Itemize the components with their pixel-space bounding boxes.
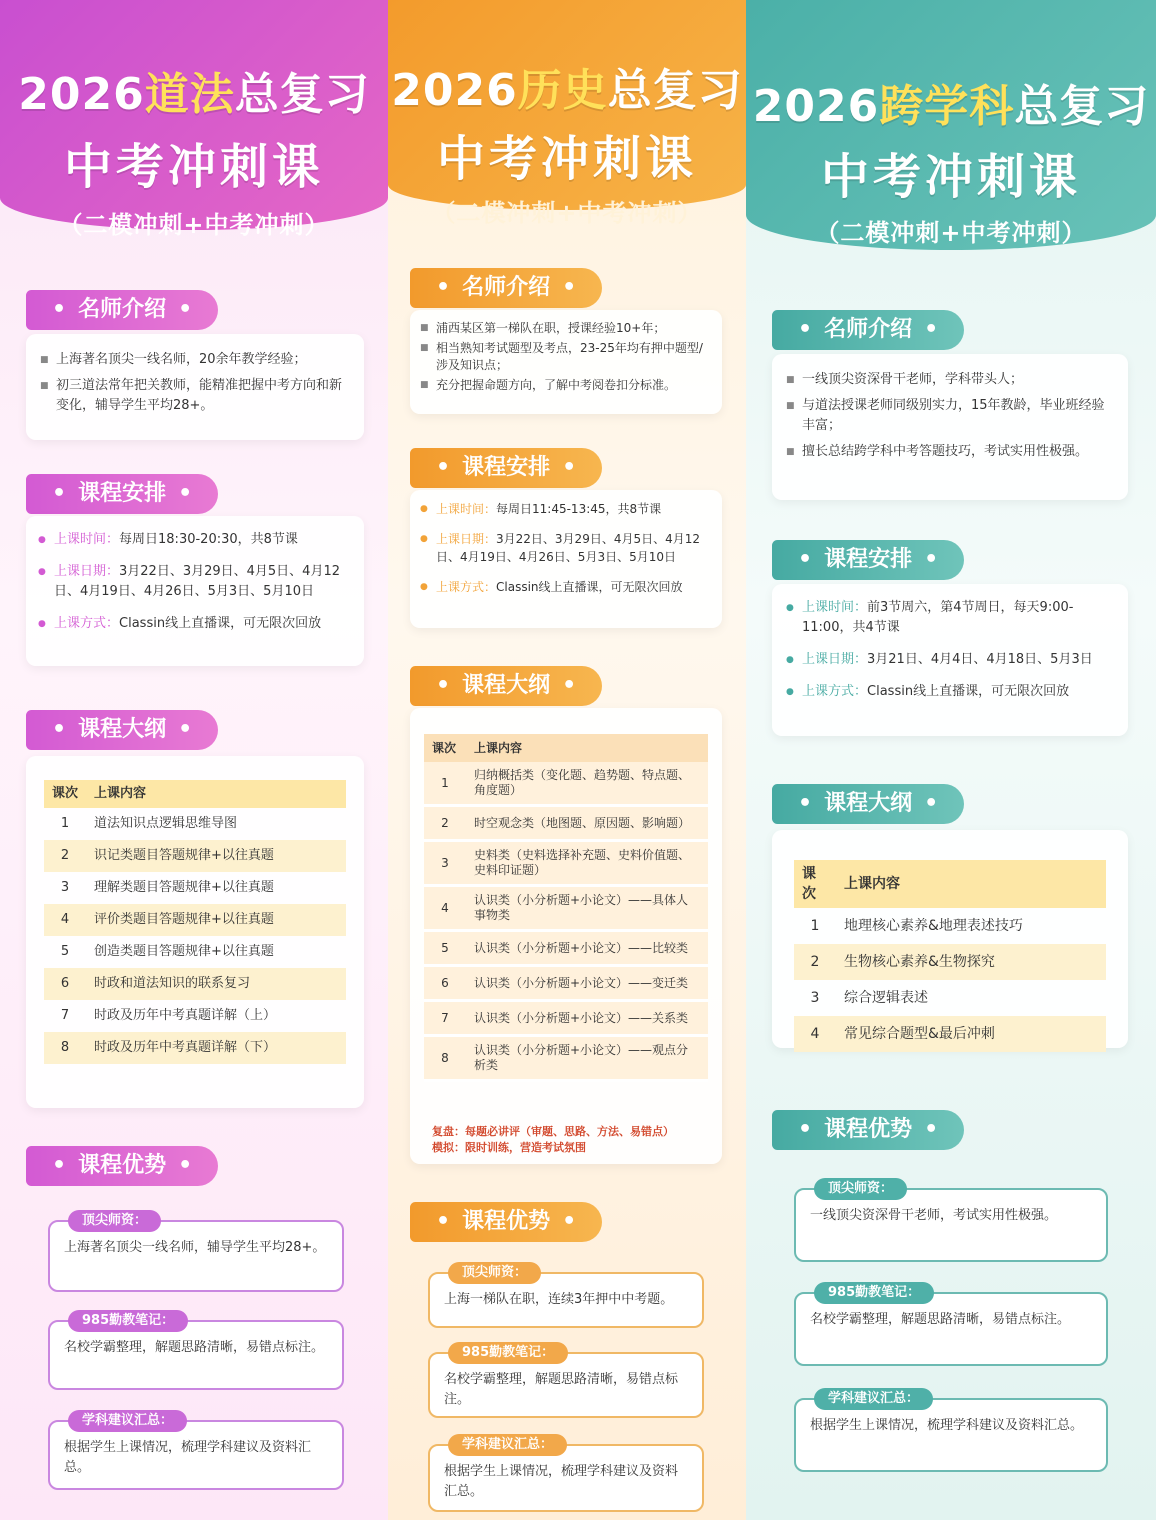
table-row: 4 评价类题目答题规律+以往真题 — [44, 904, 346, 936]
advantage-card: 985勤教笔记： 名校学霸整理，解题思路清晰，易错点标注。 — [48, 1320, 344, 1390]
poster-tagline: （二模冲刺+中考冲刺） — [431, 199, 703, 227]
table-row: 3 史料类（史料选择补充题、史料价值题、史料印证题） — [424, 841, 708, 886]
schedule-time: ● 上课时间：每周日18:30-20:30，共8节课 — [38, 530, 352, 550]
section-tag-advantage: • 课程优势 • — [26, 1146, 218, 1186]
advantage-tag: 学科建议汇总： — [814, 1388, 933, 1410]
advantage-tag: 学科建议汇总： — [68, 1410, 187, 1432]
poster-subtitle: 中考冲刺课 — [436, 131, 697, 187]
section-tag-teacher: • 名师介绍 • — [410, 268, 602, 308]
advantage-card: 学科建议汇总： 根据学生上课情况，梳理学科建议及资料汇总。 — [428, 1444, 704, 1512]
outline-card — [26, 756, 364, 1108]
advantage-tag: 顶尖师资： — [448, 1262, 541, 1284]
section-tag-teacher: • 名师介绍 • — [772, 310, 964, 350]
schedule-time: ● 上课时间：每周日11:45-13:45，共8节课 — [420, 500, 712, 518]
outline-card — [410, 708, 722, 1164]
table-row: 8 认识类（小分析题+小论文）——观点分析类 — [424, 1036, 708, 1081]
schedule-dates: ● 上课日期：3月21日、4月4日、4月18日、5月3日 — [786, 650, 1114, 670]
table-row: 7 时政及历年中考真题详解（上） — [60, 1008, 277, 1023]
teacher-item: ■ 擅长总结跨学科中考答题技巧，考试实用性极强。 — [786, 442, 1114, 462]
teacher-card — [772, 354, 1128, 500]
schedule-card — [26, 516, 364, 666]
table-row: 4 常见综合题型&最后冲刺 — [794, 1016, 1106, 1052]
table-row: 2 生物核心素养&生物探究 — [794, 944, 1106, 980]
poster-tagline: （二模冲刺+中考冲刺） — [815, 219, 1087, 247]
poster-daofa — [0, 0, 388, 1520]
poster-title: 2026历史总复习 — [391, 65, 743, 116]
poster-title: 2026道法总复习 — [18, 69, 370, 120]
schedule-mode: ● 上课方式：Classin线上直播课，可无限次回放 — [38, 614, 352, 634]
table-row: 8 时政及历年中考真题详解（下） — [44, 1032, 346, 1064]
table-row: 5 创造类题目答题规律+以往真题 — [60, 944, 274, 959]
outline-card — [772, 830, 1128, 1048]
schedule-card — [410, 490, 722, 628]
poster-history — [388, 0, 746, 1520]
teacher-item: ■ 相当熟知考试题型及考点，23-25年均有押中题型/涉及知识点； — [420, 340, 712, 374]
teacher-card — [410, 310, 722, 414]
section-tag-teacher: • 名师介绍 • — [26, 290, 218, 330]
outline-table: 课次 上课内容 1 地理核心素养&地理表述技巧 2 生物核心素养&生物探究 3 综合逻辑表述 4 常见综合题型&最后冲刺 — [794, 860, 1106, 1052]
table-row: 7 认识类（小分析题+小论文）——关系类 — [424, 1001, 708, 1036]
advantage-card: 学科建议汇总： 根据学生上课情况，梳理学科建议及资料汇总。 — [48, 1420, 344, 1490]
schedule-dates: ● 上课日期：3月22日、3月29日、4月5日、4月12日、4月19日、4月26日、5月3日、5月10日 — [38, 562, 352, 602]
poster-title: 2026跨学科总复习 — [752, 81, 1150, 132]
section-tag-outline: • 课程大纲 • — [410, 666, 602, 706]
teacher-item: ■ 初三道法常年把关教师，能精准把握中考方向和新变化，辅导学生平均28+。 — [40, 376, 350, 416]
advantage-tag: 985勤教笔记： — [814, 1282, 934, 1304]
table-row: 2 识记类题目答题规律+以往真题 — [44, 840, 346, 872]
poster-tagline: （二模冲刺+中考冲刺） — [58, 211, 330, 239]
section-tag-schedule: • 课程安排 • — [410, 448, 602, 488]
schedule-dates: ● 上课日期：3月22日、3月29日、4月5日、4月12日、4月19日、4月26日、5月3日、5月10日 — [420, 530, 712, 566]
outline-table: 课次 上课内容 1 道法知识点逻辑思维导图 2 识记类题目答题规律+以往真题 3 理解类题目答题规律+以往真题 4 评价类题目答题规律+以往真题 5 创造类题目答题规律+以往真题 6 时政和道法知识的联系复习 7 时政及历年中考真题详解（上） 8 时政及历年中考真题详解（下） — [44, 780, 346, 1064]
table-row: 1 地理核心素养&地理表述技巧 — [810, 918, 1023, 934]
teacher-item: ■ 上海著名顶尖一线名师，20余年教学经验； — [40, 350, 350, 370]
table-row: 1 归纳概括类（变化题、趋势题、特点题、角度题） — [424, 762, 708, 806]
teacher-item: ■ 与道法授课老师同级别实力，15年教龄，毕业班经验丰富； — [786, 396, 1114, 436]
section-tag-advantage: • 课程优势 • — [772, 1110, 964, 1150]
table-row: 4 认识类（小分析题+小论文）——具体人事物类 — [424, 886, 708, 931]
poster-header — [0, 0, 388, 239]
advantage-card: 顶尖师资： 一线顶尖资深骨干老师，考试实用性极强。 — [794, 1188, 1108, 1262]
table-row: 6 认识类（小分析题+小论文）——变迁类 — [424, 966, 708, 1001]
table-row: 3 理解类题目答题规律+以往真题 — [60, 880, 274, 895]
outline-table: 课次 上课内容 1 归纳概括类（变化题、趋势题、特点题、角度题） 2 时空观念类（地图题、原因题、影响题） 3 史料类（史料选择补充题、史料价值题、史料印证题） 4 认识类（小分析题+小论文）——具体人事物类 5 认识类（小分析题+小论文）——比较类 6 认识类（小分析题+小论文）——变迁类 7 认识类（小分析题+小论文）——关系类 8 认识类（小分析题+小论文）——观点分析类 — [424, 734, 708, 1082]
advantage-card: 985勤教笔记： 名校学霸整理，解题思路清晰，易错点标注。 — [794, 1292, 1108, 1366]
schedule-mode: ● 上课方式：Classin线上直播课，可无限次回放 — [786, 682, 1114, 702]
advantage-tag: 学科建议汇总： — [448, 1434, 567, 1456]
teacher-item: ■ 充分把握命题方向，了解中考阅卷扣分标准。 — [420, 377, 712, 394]
section-tag-outline: • 课程大纲 • — [772, 784, 964, 824]
poster-header — [746, 0, 1156, 250]
teacher-item: ■ 一线顶尖资深骨干老师，学科带头人； — [786, 370, 1114, 390]
table-row: 5 认识类（小分析题+小论文）——比较类 — [424, 931, 708, 966]
table-row: 1 道法知识点逻辑思维导图 — [60, 816, 238, 831]
outline-note: 复盘：每题必讲评（审题、思路、方法、易错点） 模拟：限时训练，营造考试氛围 — [432, 1125, 674, 1154]
section-tag-schedule: • 课程安排 • — [26, 474, 218, 514]
advantage-tag: 985勤教笔记： — [448, 1342, 568, 1364]
advantage-tag: 顶尖师资： — [68, 1210, 161, 1232]
subject-name: 道法 — [144, 69, 235, 120]
section-tag-outline: • 课程大纲 • — [26, 710, 218, 750]
table-row: 2 时空观念类（地图题、原因题、影响题） — [424, 806, 708, 841]
table-row: 6 时政和道法知识的联系复习 — [44, 968, 346, 1000]
teacher-item: ■ 浦西某区第一梯队在职，授课经验10+年； — [420, 320, 712, 337]
section-tag-advantage: • 课程优势 • — [410, 1202, 602, 1242]
advantage-tag: 顶尖师资： — [814, 1178, 907, 1200]
advantage-tag: 985勤教笔记： — [68, 1310, 188, 1332]
schedule-time: ● 上课时间：前3节周六，第4节周日，每天9:00-11:00，共4节课 — [786, 598, 1114, 638]
advantage-card: 985勤教笔记： 名校学霸整理，解题思路清晰，易错点标注。 — [428, 1352, 704, 1418]
advantage-card: 学科建议汇总： 根据学生上课情况，梳理学科建议及资料汇总。 — [794, 1398, 1108, 1472]
teacher-card — [26, 334, 364, 440]
subject-name: 历史 — [517, 65, 608, 116]
poster-subtitle: 中考冲刺课 — [820, 149, 1081, 205]
poster-subtitle: 中考冲刺课 — [63, 139, 324, 195]
schedule-mode: ● 上课方式：Classin线上直播课，可无限次回放 — [420, 578, 712, 596]
advantage-card: 顶尖师资： 上海一梯队在职，连续3年押中中考题。 — [428, 1272, 704, 1328]
poster-interdisciplinary — [746, 0, 1156, 1520]
subject-name: 跨学科 — [879, 81, 1015, 132]
advantage-card: 顶尖师资： 上海著名顶尖一线名师，辅导学生平均28+。 — [48, 1220, 344, 1292]
poster-header — [388, 0, 746, 227]
section-tag-schedule: • 课程安排 • — [772, 540, 964, 580]
table-row: 3 综合逻辑表述 — [810, 990, 928, 1006]
schedule-card — [772, 584, 1128, 736]
